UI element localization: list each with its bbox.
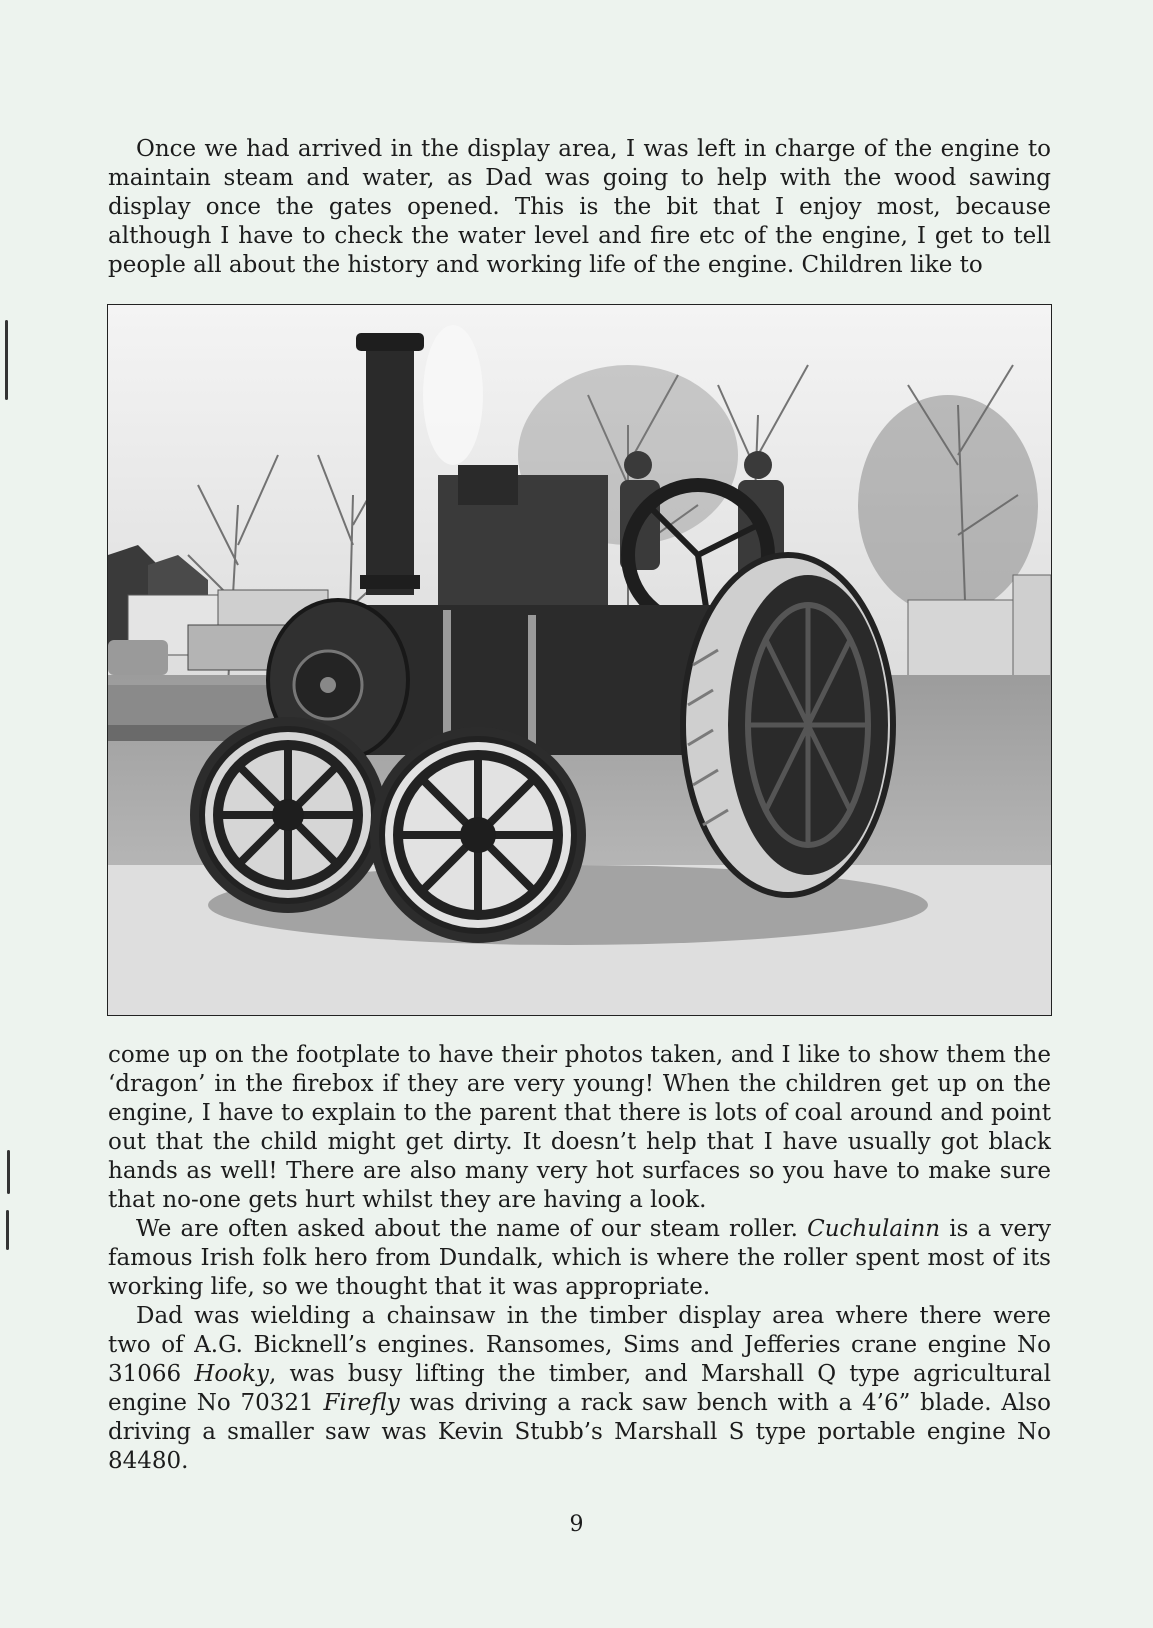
paragraph-1: Once we had arrived in the display area, I was left in charge of the engine to maintain steam and water, as Dad was going to help with the wood sawing display once the gates opened. This is the bit that I enjoy most, because although I have to check the water level and fire etc of the engine, I get to tell people all about the history and working life of the engine. Children like to (108, 136, 1051, 278)
paragraph-4-text-c: was driving a rack saw bench with a 4’6” blade. Also driving a smaller saw was Kevin Stubb’s Marshall S type portable engine No 84480. (108, 1390, 1051, 1474)
paragraph-4-text-a: Dad was wielding a chainsaw in the timber display area where there were two of A.G. Bicknell’s engines. Ransomes, Sims and Jefferies crane engine No 31066 (108, 1303, 1051, 1387)
paragraph-3-text-b: is a very famous Irish folk hero from Dundalk, which is where the roller spent most of its working life, so we thought that it was appropriate. (108, 1216, 1051, 1300)
page-number: 9 (569, 1512, 584, 1537)
paragraph-4 (108, 1302, 1051, 1476)
binding-mark-middle (7, 1150, 10, 1194)
paragraph-4-text-b: , was busy lifting the timber, and Marshall Q type agricultural engine No 70321 (108, 1361, 1052, 1416)
traction-engine-photo (107, 304, 1052, 1016)
paragraph-3-text-a: We are often asked about the name of our steam roller. (136, 1216, 808, 1242)
binding-mark-bottom (6, 1210, 9, 1250)
paragraph-3 (108, 1215, 1051, 1302)
paragraph-2: come up on the footplate to have their photos taken, and I like to show them the ‘dragon’ in the firebox if they are very young! When the children get up on the engine, I have to explain to the parent that there is lots of coal around and point out that the child might get dirty. It doesn’t help that I have usually got black hands as well! There are also many very hot surfaces so you have to make sure that no-one gets hurt whilst they are having a look. (108, 1042, 1051, 1213)
binding-mark-top (5, 320, 8, 400)
engine-name-firefly: Firefly (323, 1390, 400, 1416)
roller-name: Cuchulainn (807, 1216, 941, 1242)
engine-name-hooky: Hooky (194, 1361, 270, 1387)
